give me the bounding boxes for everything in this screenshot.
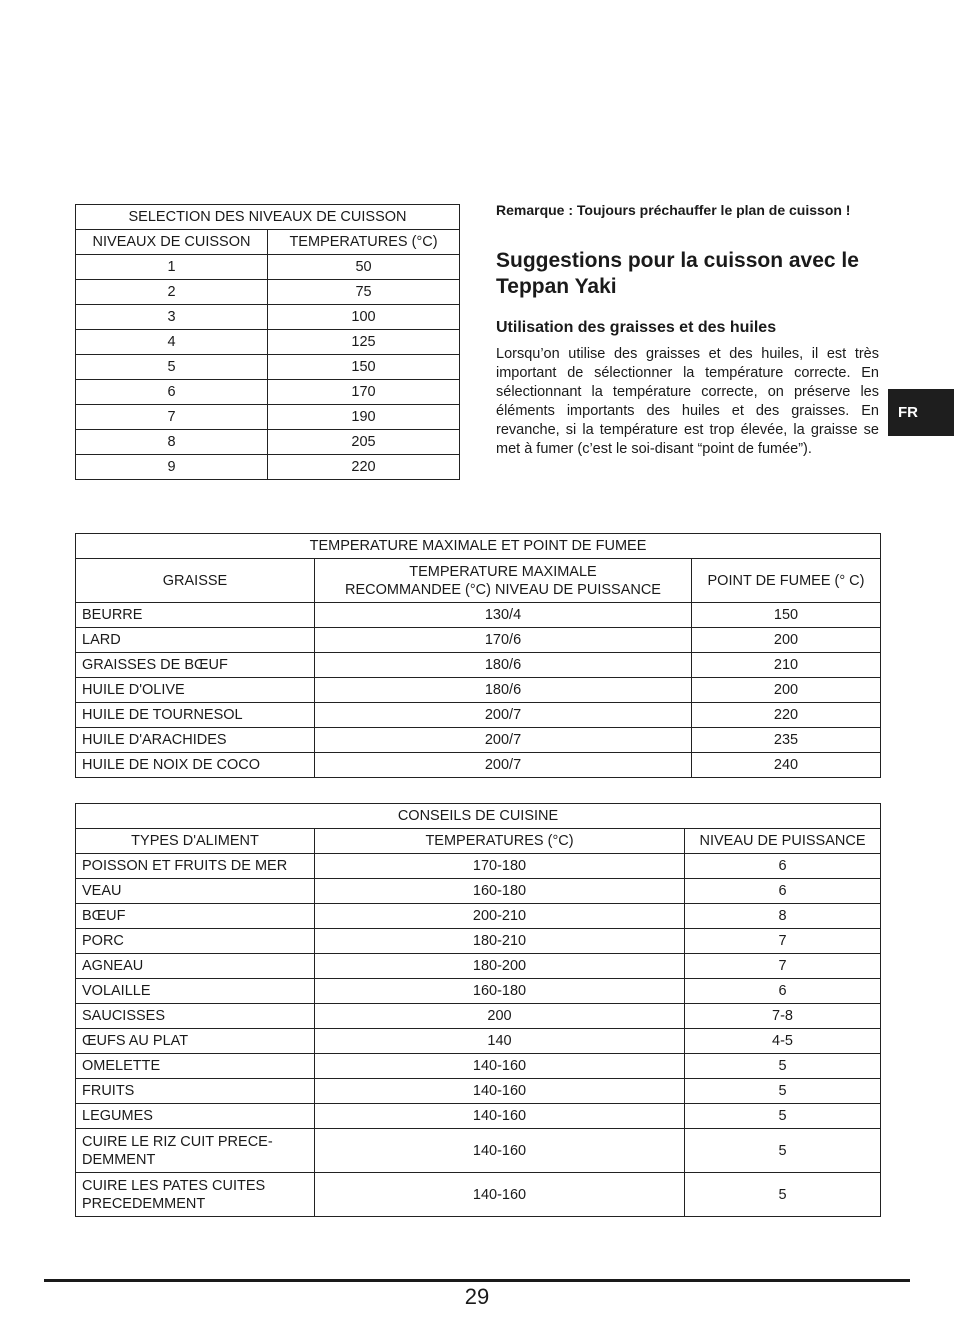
table-cell: 180-210 bbox=[315, 929, 685, 954]
table-cell: GRAISSES DE BŒUF bbox=[76, 653, 315, 678]
table-cell: 220 bbox=[692, 703, 881, 728]
table-row bbox=[76, 954, 881, 979]
table-cell: 170/6 bbox=[315, 628, 692, 653]
table-cell: 5 bbox=[685, 1173, 881, 1217]
table-header-row bbox=[76, 829, 881, 854]
table-title-row bbox=[76, 205, 460, 230]
table-cell: 75 bbox=[268, 280, 460, 305]
table-body bbox=[76, 603, 881, 778]
table-header-row bbox=[76, 559, 881, 603]
table-cell: 4 bbox=[76, 330, 268, 355]
table-row bbox=[76, 904, 881, 929]
table-row bbox=[76, 603, 881, 628]
table-cell: 150 bbox=[268, 355, 460, 380]
table-cell: 5 bbox=[685, 1079, 881, 1104]
table-cell: CUIRE LE RIZ CUIT PRECE- DEMMENT bbox=[76, 1129, 315, 1173]
table-cell: 140-160 bbox=[315, 1129, 685, 1173]
table-cell: 1 bbox=[76, 255, 268, 280]
table-title: CONSEILS DE CUISINE bbox=[76, 804, 881, 829]
table-row bbox=[76, 280, 460, 305]
table-row bbox=[76, 1004, 881, 1029]
table-cell: 160-180 bbox=[315, 979, 685, 1004]
table-cell: 6 bbox=[76, 380, 268, 405]
table-row bbox=[76, 405, 460, 430]
table-row bbox=[76, 628, 881, 653]
table-row bbox=[76, 1129, 881, 1173]
table-cell: 200-210 bbox=[315, 904, 685, 929]
table-cell: PORC bbox=[76, 929, 315, 954]
table-cell: 140-160 bbox=[315, 1079, 685, 1104]
table-row bbox=[76, 653, 881, 678]
table-cell: 180-200 bbox=[315, 954, 685, 979]
table-header-row bbox=[76, 230, 460, 255]
table-row bbox=[76, 305, 460, 330]
table-cell: 7 bbox=[685, 954, 881, 979]
column-header: POINT DE FUMEE (° C) bbox=[692, 559, 881, 603]
footer-rule bbox=[44, 1279, 910, 1282]
table-row bbox=[76, 1104, 881, 1129]
table-cell: 7-8 bbox=[685, 1004, 881, 1029]
table-row bbox=[76, 380, 460, 405]
table-cell: HUILE DE TOURNESOL bbox=[76, 703, 315, 728]
language-tab bbox=[888, 389, 954, 436]
fat-temperature-table bbox=[75, 533, 881, 778]
table-cell: LEGUMES bbox=[76, 1104, 315, 1129]
table-cell: VOLAILLE bbox=[76, 979, 315, 1004]
table-cell: POISSON ET FRUITS DE MER bbox=[76, 854, 315, 879]
table-cell: 5 bbox=[685, 1054, 881, 1079]
table-row bbox=[76, 854, 881, 879]
table-cell: 140-160 bbox=[315, 1104, 685, 1129]
table-cell: 200 bbox=[692, 628, 881, 653]
table-cell: 8 bbox=[76, 430, 268, 455]
table-title: SELECTION DES NIVEAUX DE CUISSON bbox=[76, 205, 460, 230]
table-cell: 6 bbox=[685, 979, 881, 1004]
table-cell: BŒUF bbox=[76, 904, 315, 929]
table-cell: 200/7 bbox=[315, 703, 692, 728]
table-cell: 200/7 bbox=[315, 753, 692, 778]
cooking-tips-table bbox=[75, 803, 881, 1217]
table-cell: 7 bbox=[76, 405, 268, 430]
column-header: TYPES D'ALIMENT bbox=[76, 829, 315, 854]
table-cell: 2 bbox=[76, 280, 268, 305]
table-cell: AGNEAU bbox=[76, 954, 315, 979]
table-cell: 160-180 bbox=[315, 879, 685, 904]
table-body bbox=[76, 255, 460, 480]
table-cell: FRUITS bbox=[76, 1079, 315, 1104]
table-row bbox=[76, 929, 881, 954]
table-cell: 140 bbox=[315, 1029, 685, 1054]
table-body bbox=[76, 854, 881, 1217]
table-row bbox=[76, 678, 881, 703]
table-cell: 3 bbox=[76, 305, 268, 330]
table-title-row bbox=[76, 804, 881, 829]
table-cell: 150 bbox=[692, 603, 881, 628]
table-row bbox=[76, 1079, 881, 1104]
table-cell: 200/7 bbox=[315, 728, 692, 753]
table-cell: 205 bbox=[268, 430, 460, 455]
table-cell: 210 bbox=[692, 653, 881, 678]
table-row bbox=[76, 455, 460, 480]
column-header: NIVEAU DE PUISSANCE bbox=[685, 829, 881, 854]
table-cell: 170 bbox=[268, 380, 460, 405]
table-cell: HUILE DE NOIX DE COCO bbox=[76, 753, 315, 778]
table-cell: OMELETTE bbox=[76, 1054, 315, 1079]
cooking-levels-table bbox=[75, 204, 460, 480]
table-cell: 6 bbox=[685, 854, 881, 879]
section-subheading: Utilisation des graisses et des huiles bbox=[496, 319, 777, 336]
page-number: 29 bbox=[464, 1284, 490, 1309]
table-cell: SAUCISSES bbox=[76, 1004, 315, 1029]
column-header: TEMPERATURE MAXIMALE RECOMMANDEE (°C) NIVEAU DE PUISSANCE bbox=[315, 559, 692, 603]
table-cell: BEURRE bbox=[76, 603, 315, 628]
table-cell: 140-160 bbox=[315, 1173, 685, 1217]
table-cell: 50 bbox=[268, 255, 460, 280]
table-cell: 7 bbox=[685, 929, 881, 954]
table-row bbox=[76, 1054, 881, 1079]
table-cell: 140-160 bbox=[315, 1054, 685, 1079]
column-header: TEMPERATURES (°C) bbox=[268, 230, 460, 255]
table-cell: 4-5 bbox=[685, 1029, 881, 1054]
table-cell: HUILE D'OLIVE bbox=[76, 678, 315, 703]
column-header: TEMPERATURES (°C) bbox=[315, 829, 685, 854]
table-title-row bbox=[76, 534, 881, 559]
table-cell: CUIRE LES PATES CUITES PRECEDEMMENT bbox=[76, 1173, 315, 1217]
table-cell: 6 bbox=[685, 879, 881, 904]
section-heading: Suggestions pour la cuisson avec le Teppan Yaki bbox=[496, 249, 859, 298]
column-header: NIVEAUX DE CUISSON bbox=[76, 230, 268, 255]
column-header: GRAISSE bbox=[76, 559, 315, 603]
table-title: TEMPERATURE MAXIMALE ET POINT DE FUMEE bbox=[76, 534, 881, 559]
table-cell: 5 bbox=[76, 355, 268, 380]
table-cell: 125 bbox=[268, 330, 460, 355]
table-row bbox=[76, 1173, 881, 1217]
table-row bbox=[76, 728, 881, 753]
table-cell: 180/6 bbox=[315, 653, 692, 678]
table-row bbox=[76, 255, 460, 280]
table-cell: 190 bbox=[268, 405, 460, 430]
table-row bbox=[76, 703, 881, 728]
table-cell: 5 bbox=[685, 1129, 881, 1173]
table-row bbox=[76, 330, 460, 355]
table-row bbox=[76, 879, 881, 904]
table-cell: 130/4 bbox=[315, 603, 692, 628]
table-row bbox=[76, 430, 460, 455]
table-cell: 240 bbox=[692, 753, 881, 778]
table-cell: 220 bbox=[268, 455, 460, 480]
table-cell: 235 bbox=[692, 728, 881, 753]
table-cell: HUILE D'ARACHIDES bbox=[76, 728, 315, 753]
preheat-remark: Remarque : Toujours préchauffer le plan de cuisson ! bbox=[496, 202, 851, 218]
table-cell: ŒUFS AU PLAT bbox=[76, 1029, 315, 1054]
table-row bbox=[76, 355, 460, 380]
table-cell: 200 bbox=[315, 1004, 685, 1029]
table-row bbox=[76, 979, 881, 1004]
table-cell: 8 bbox=[685, 904, 881, 929]
table-cell: 170-180 bbox=[315, 854, 685, 879]
table-cell: 200 bbox=[692, 678, 881, 703]
body-paragraph: Lorsqu’on utilise des graisses et des huiles, il est très important de sélectionner la température correcte. En sélectionnant la température correcte, on préserve les éléments importants des huiles et des graisses. En revanche, si la température est trop élevée, la graisse se met à fumer (c’est le soi-disant “point de fumée”). bbox=[496, 346, 879, 457]
language-tab-label: FR bbox=[898, 404, 918, 421]
table-cell: VEAU bbox=[76, 879, 315, 904]
table-cell: 100 bbox=[268, 305, 460, 330]
table-row bbox=[76, 1029, 881, 1054]
table-row bbox=[76, 753, 881, 778]
table-cell: 9 bbox=[76, 455, 268, 480]
table-cell: 180/6 bbox=[315, 678, 692, 703]
table-cell: LARD bbox=[76, 628, 315, 653]
table-cell: 5 bbox=[685, 1104, 881, 1129]
